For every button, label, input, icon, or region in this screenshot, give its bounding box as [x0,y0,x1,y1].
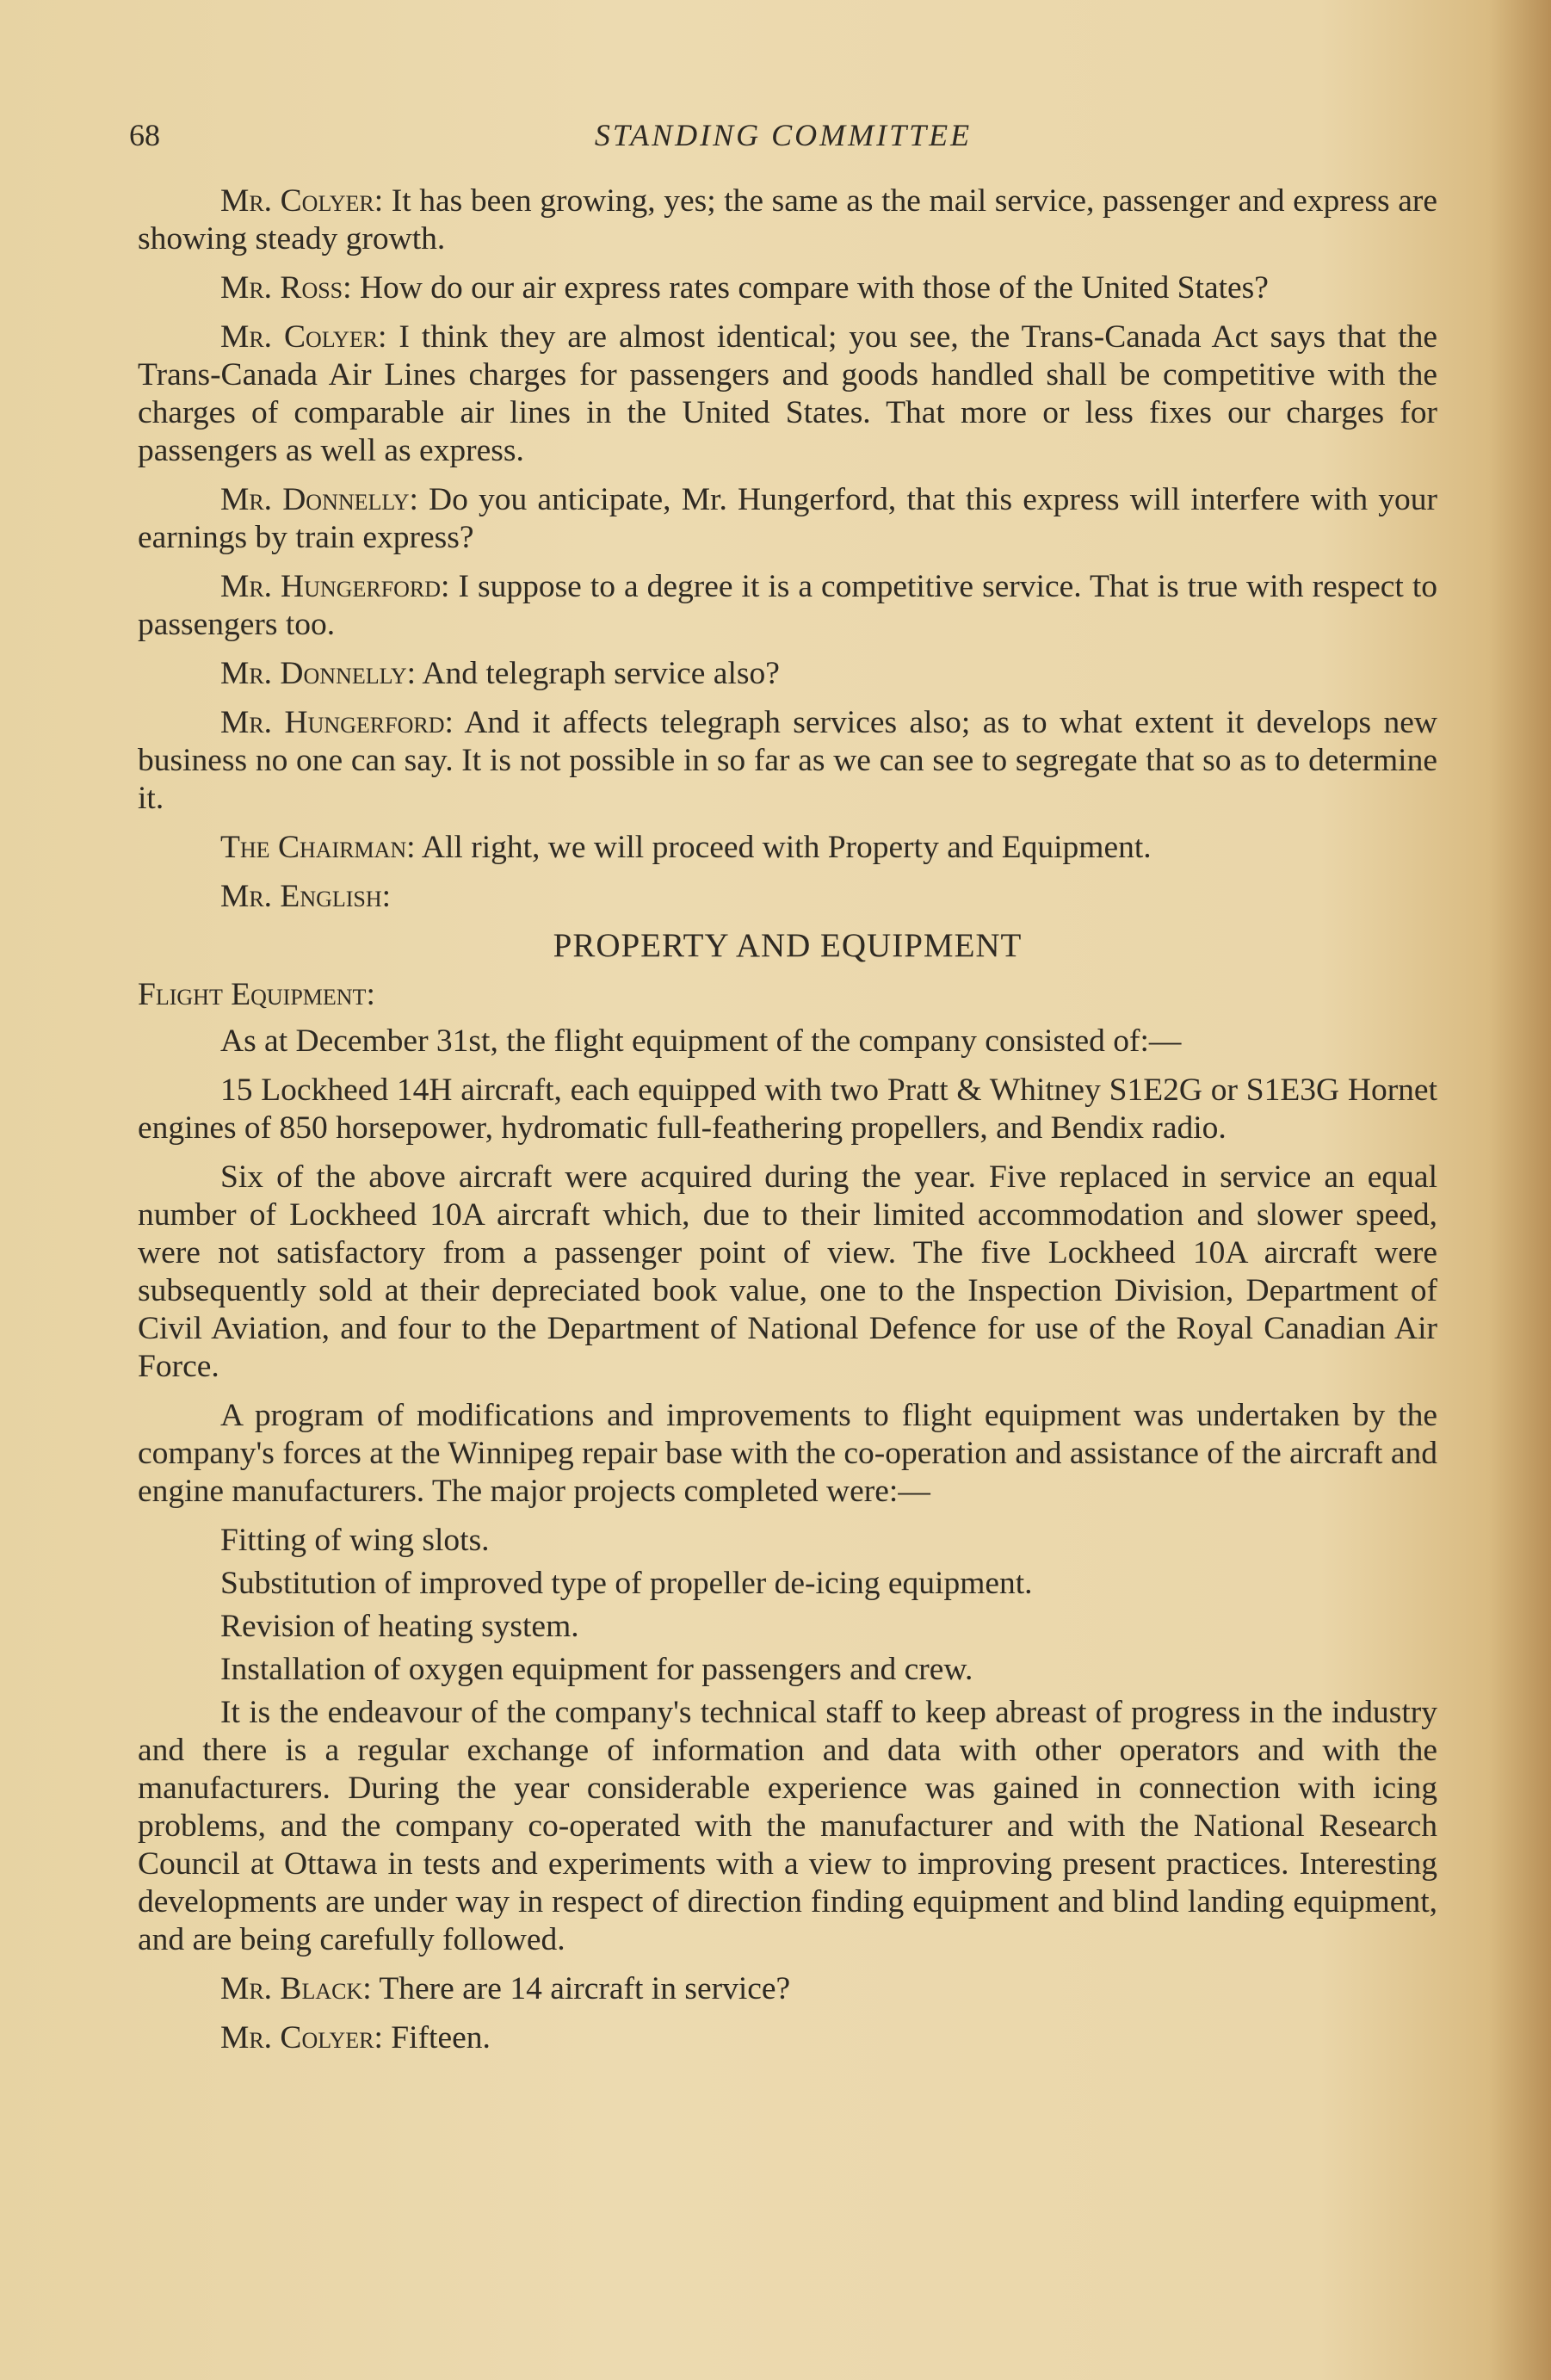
page-body [138,182,1437,2068]
speaker: Mr. Colyer: [220,2020,383,2055]
speech: Do you anticipate, Mr. Hungerford, that this express will interfere with your earnings by train express? [138,482,1437,555]
speaker: Mr. Colyer: [220,319,387,355]
paragraph: Six of the above aircraft were acquired during the year. Five replaced in service an equal number of Lockheed 10A aircraft which, due to their limited accommodation and slower speed, were not satisfactory from a passenger point of view. The five Lockheed 10A aircraft were subsequently sold at their depreciated book value, one to the Inspection Division, Department of Civil Aviation, and four to the Department of National Defence for use of the Royal Canadian Air Force. [138,1159,1437,1384]
section-title: PROPERTY AND EQUIPMENT [553,927,1023,964]
speaker: Mr. Donnelly: [220,482,418,517]
dialogue-paragraph [138,269,1437,307]
speech: How do our air express rates compare with those of the United States? [359,270,1269,306]
speaker: Mr. Black: [220,1971,372,2006]
speech: And telegraph service also? [422,656,780,691]
speech: Fifteen. [391,2020,491,2055]
speech: All right, we will proceed with Property and Equipment. [421,830,1152,865]
speaker: Mr. Donnelly: [220,656,417,691]
dialogue-paragraph [138,704,1437,818]
speaker: The Chairman: [220,830,416,865]
intro-paragraph: As at December 31st, the flight equipment of the company consisted of:— [220,1023,1182,1059]
speaker: Mr. Hungerford: [220,569,450,604]
speech: There are 14 aircraft in service? [379,1971,791,2006]
equipment-item: 15 Lockheed 14H aircraft, each equipped with two Pratt & Whitney S1E2G or S1E3G Hornet engines of 850 horsepower, hydromatic full-feathering propellers, and Bendix radio. [138,1073,1437,1146]
page-number: 68 [129,118,160,152]
page-header [129,117,1437,162]
running-head: STANDING COMMITTEE [594,118,973,152]
speaker: Mr. English: [220,879,392,914]
speech: And it affects telegraph services also; as to what extent it develops new business no one can say. It is not possible in so far as we can see to segregate that so as to determine it. [138,705,1438,816]
speech: I think they are almost identical; you see, the Trans-Canada Act says that the Trans-Canada Air Lines charges for passengers and goods handled shall be competitive with the charges of comparable air lines in the United States. That more or less fixes our charges for passengers as well as express. [138,319,1438,468]
speech: I suppose to a degree it is a competitive service. That is true with respect to passengers too. [138,569,1438,642]
subheading: Flight Equipment: [138,977,375,1012]
dialogue-paragraph [138,182,1437,258]
speaker: Mr. Ross: [220,270,352,306]
dialogue-paragraph [138,1970,1437,2008]
dialogue-paragraph [138,481,1437,557]
dialogue-paragraph [138,829,1437,867]
dialogue-paragraph [138,318,1437,470]
project-item: Installation of oxygen equipment for passengers and crew. [220,1652,973,1687]
paragraph: A program of modifications and improvements to flight equipment was undertaken by the company's forces at the Winnipeg repair base with the co-operation and assistance of the aircraft and engine manufacturers. The major projects completed were:— [138,1398,1437,1509]
dialogue-paragraph [138,655,1437,693]
speaker: Mr. Hungerford: [220,705,454,740]
dialogue-paragraph [138,568,1437,644]
speaker: Mr. Colyer: [220,183,384,219]
dialogue-paragraph [138,2019,1437,2057]
dialogue-paragraph [138,878,1437,916]
project-item: Revision of heating system. [220,1609,579,1644]
paragraph: It is the endeavour of the company's technical staff to keep abreast of progress in the industry and there is a regular exchange of information and data with other operators and with the manufacturers. During the year considerable experience was gained in connection with icing problems, and the company co-operated with the manufacturer and with the National Research Council at Ottawa in tests and experiments with a view to improving present practices. Interesting developments are under way in respect of direction finding equipment and blind landing equipment, and are being carefully followed. [138,1695,1437,1957]
project-item: Fitting of wing slots. [220,1523,490,1558]
project-item: Substitution of improved type of propeller de-icing equipment. [220,1566,1033,1601]
speech: It has been growing, yes; the same as the mail service, passenger and express are showing steady growth. [138,183,1438,257]
